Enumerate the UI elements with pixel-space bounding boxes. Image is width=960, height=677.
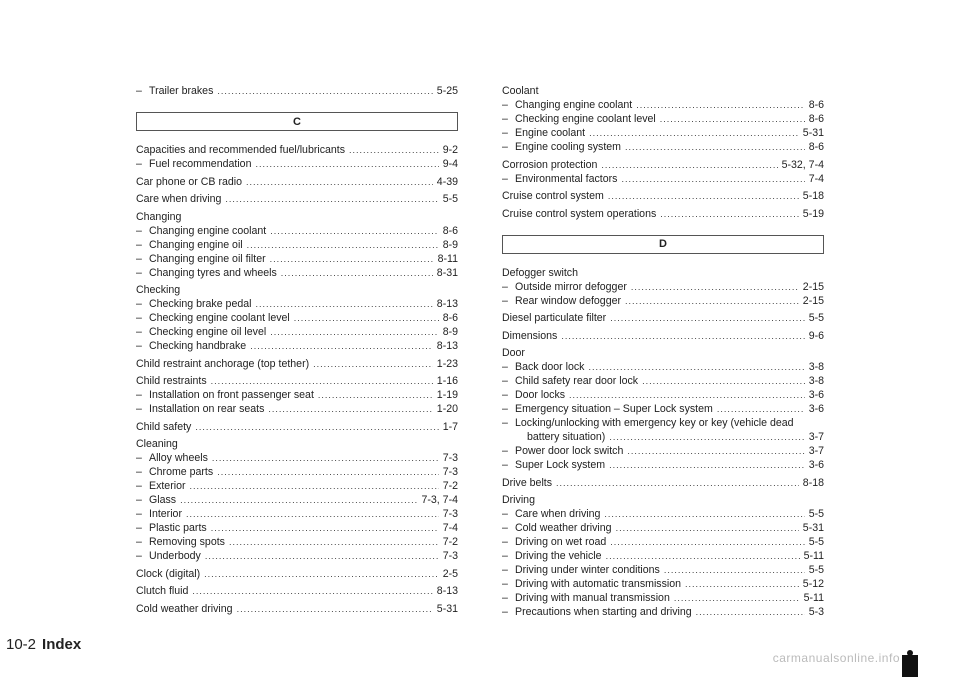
dash: –: [502, 536, 508, 548]
dash: –: [136, 452, 142, 464]
index-subentry: [136, 238, 458, 252]
page-reference: 7-3: [442, 452, 458, 464]
corner-mark-icon: [902, 655, 918, 677]
page-reference: 5-11: [803, 592, 824, 604]
page-reference: 8-6: [808, 141, 824, 153]
dot-leader: [217, 84, 432, 98]
page-reference: 1-23: [436, 357, 458, 370]
dot-leader: [318, 388, 433, 402]
page-reference: 7-3: [442, 550, 458, 562]
dash: –: [136, 550, 142, 562]
dot-leader: [212, 451, 439, 465]
index-entry: [502, 476, 824, 490]
page-reference: 7-2: [442, 536, 458, 548]
dot-leader: [270, 224, 438, 238]
index-heading: [502, 84, 824, 98]
dash: –: [136, 238, 142, 251]
index-subentry: [502, 280, 824, 294]
index-entry-text: Removing spots: [149, 536, 225, 548]
index-subentry: [136, 451, 458, 465]
dot-leader: [237, 602, 433, 616]
index-entry: [136, 420, 458, 434]
index-entry-text: Alloy wheels: [149, 452, 208, 464]
index-entry-text: Changing engine coolant: [149, 224, 267, 237]
page-reference: 5-32, 7-4: [781, 158, 824, 171]
page-reference: 8-13: [436, 585, 458, 597]
dot-leader: [204, 567, 439, 581]
dot-leader: [674, 591, 800, 605]
index-subentry: [136, 402, 458, 416]
dash: –: [136, 85, 142, 97]
page-reference: 5-31: [802, 522, 824, 534]
dot-leader: [616, 521, 799, 535]
page-reference: 9-6: [808, 329, 824, 342]
page-reference: 5-18: [802, 190, 824, 202]
page-reference: 5-5: [808, 536, 824, 548]
dot-leader: [609, 458, 805, 472]
page-reference: 3-7: [808, 445, 824, 457]
dot-leader: [625, 294, 799, 308]
dash: –: [136, 389, 142, 401]
index-entry-text: Interior: [149, 508, 182, 520]
dash: –: [136, 158, 142, 170]
index-entry: [502, 329, 824, 343]
dot-leader: [556, 476, 799, 490]
index-subentry: [502, 535, 824, 549]
index-subentry: [136, 388, 458, 402]
page-reference: 5-5: [442, 193, 458, 205]
index-subentry: [136, 157, 458, 171]
dash: –: [502, 606, 508, 618]
index-entry-text: Changing engine oil: [149, 238, 243, 251]
index-entry-text: Changing tyres and wheels: [149, 266, 277, 279]
section-letter-d: D: [502, 235, 824, 254]
index-subentry: [502, 430, 824, 444]
index-entry-text: battery situation): [527, 431, 606, 443]
index-entry-text: Plastic parts: [149, 522, 207, 534]
index-entry: [136, 584, 458, 598]
index-entry-text: Driving under winter conditions: [515, 564, 660, 576]
dot-leader: [192, 584, 432, 598]
page-reference: 8-6: [442, 312, 458, 324]
page-reference: 3-6: [808, 403, 824, 415]
index-entry-text: Installation on front passenger seat: [149, 389, 314, 401]
dash: –: [136, 508, 142, 520]
dash: –: [502, 113, 508, 125]
index-entry-text: Capacities and recommended fuel/lubricants: [136, 144, 346, 156]
dash: –: [136, 403, 142, 415]
index-subentry: [502, 605, 824, 619]
page-reference: 3-8: [808, 375, 824, 387]
index-entry-text: Care when driving: [515, 508, 601, 520]
index-entry-text: Driving with automatic transmission: [515, 578, 682, 590]
dot-leader: [601, 158, 777, 172]
dash: –: [136, 298, 142, 310]
dot-leader: [608, 189, 799, 203]
page-reference: 3-7: [808, 431, 824, 443]
dash: –: [136, 340, 142, 352]
page-reference: 5-5: [808, 508, 824, 520]
page-reference: 5-19: [802, 207, 824, 220]
page-reference: 7-3, 7-4: [421, 494, 458, 506]
index-subentry: [502, 374, 824, 388]
page-title: Index: [42, 636, 82, 653]
index-subentry: [502, 444, 824, 458]
page-reference: 2-15: [802, 280, 824, 293]
index-entry: [136, 602, 458, 616]
dot-leader: [561, 329, 804, 343]
index-heading-text: Cleaning: [136, 438, 178, 450]
index-subentry: [502, 360, 824, 374]
index-entry-text: Car phone or CB radio: [136, 175, 242, 188]
index-entry-text: Clutch fluid: [136, 585, 189, 597]
index-subentry: [136, 311, 458, 325]
index-entry: [136, 374, 458, 388]
dash: –: [136, 480, 142, 492]
dot-leader: [625, 140, 805, 154]
index-entry-text: Drive belts: [502, 476, 553, 489]
dot-leader: [627, 444, 804, 458]
index-subentry: [502, 416, 824, 430]
dash: –: [136, 266, 142, 279]
page-reference: 8-31: [436, 266, 458, 279]
dot-leader: [604, 507, 804, 521]
page-reference: 8-13: [436, 298, 458, 310]
dot-leader: [268, 402, 432, 416]
page-reference: 8-6: [808, 113, 824, 125]
index-entry-text: Checking engine coolant level: [149, 312, 290, 324]
dash: –: [502, 592, 508, 604]
dash: –: [502, 99, 508, 111]
dot-leader: [696, 605, 805, 619]
page-reference: 4-39: [436, 175, 458, 188]
dot-leader: [270, 252, 434, 266]
index-subentry: [502, 507, 824, 521]
index-entry-text: Cold weather driving: [515, 522, 612, 534]
index-entry-text: Trailer brakes: [149, 85, 214, 97]
index-entry-text: Rear window defogger: [515, 294, 621, 307]
index-heading-text: Defogger switch: [502, 266, 578, 279]
index-subentry: [136, 535, 458, 549]
index-entry-text: Child restraints: [136, 375, 207, 387]
index-entry-text: Installation on rear seats: [149, 403, 265, 415]
dot-leader: [589, 126, 799, 140]
page-reference: 9-4: [442, 158, 458, 170]
index-entry-text: Glass: [149, 494, 177, 506]
index-subentry: [136, 224, 458, 238]
index-entry-text: Corrosion protection: [502, 158, 598, 171]
page-reference: 5-5: [808, 564, 824, 576]
index-column-right: [502, 84, 824, 619]
dot-leader: [255, 157, 438, 171]
dot-leader: [270, 325, 438, 339]
dot-leader: [609, 430, 804, 444]
dot-leader: [250, 339, 433, 353]
dot-leader: [211, 374, 433, 388]
index-entry-text: Clock (digital): [136, 567, 201, 580]
page-reference: 5-11: [803, 550, 824, 562]
index-entry-text: Child restraint anchorage (top tether): [136, 357, 310, 370]
index-entry-text: Child safety rear door lock: [515, 375, 639, 387]
dash: –: [136, 522, 142, 534]
dot-leader: [588, 360, 804, 374]
page-reference: 1-16: [436, 375, 458, 387]
index-entry: [136, 143, 458, 157]
dot-leader: [606, 549, 800, 563]
page-reference: 2-5: [442, 567, 458, 580]
index-entry: [502, 311, 824, 325]
page-reference: 3-6: [808, 389, 824, 401]
index-entry-text: Engine cooling system: [515, 141, 621, 153]
page-reference: 1-7: [442, 420, 458, 433]
index-entry-text: Cold weather driving: [136, 602, 233, 615]
index-subentry: [502, 98, 824, 112]
index-entry-text: Precautions when starting and driving: [515, 606, 692, 618]
dash: –: [136, 494, 142, 506]
page-reference: 7-2: [442, 480, 458, 492]
dash: –: [136, 466, 142, 478]
index-heading: [502, 346, 824, 360]
index-heading: [502, 493, 824, 507]
page-reference: 7-4: [442, 522, 458, 534]
dash: –: [502, 141, 508, 153]
dash: –: [502, 127, 508, 139]
dot-leader: [610, 311, 804, 325]
page-reference: 3-8: [808, 361, 824, 373]
index-entry-text: Driving on wet road: [515, 536, 607, 548]
dot-leader: [685, 577, 799, 591]
dot-leader: [569, 388, 805, 402]
page-reference: 9-2: [442, 144, 458, 156]
dot-leader: [294, 311, 439, 325]
page-reference: 8-6: [442, 224, 458, 237]
watermark: carmanualsonline.info: [772, 651, 900, 665]
dash: –: [502, 578, 508, 590]
page-reference: 8-9: [442, 238, 458, 251]
index-heading-text: Coolant: [502, 85, 539, 97]
index-entry-text: Exterior: [149, 480, 186, 492]
dot-leader: [190, 479, 439, 493]
index-subentry: [136, 521, 458, 535]
dot-leader: [717, 402, 805, 416]
index-subentry: [136, 507, 458, 521]
dash: –: [502, 459, 508, 471]
index-subentry: [136, 325, 458, 339]
index-heading-text: Driving: [502, 494, 535, 506]
dash: –: [502, 172, 508, 185]
dot-leader: [195, 420, 438, 434]
dot-leader: [225, 192, 438, 206]
index-entry-text: Cruise control system operations: [502, 207, 657, 220]
dot-leader: [205, 549, 439, 563]
index-subentry: [136, 493, 458, 507]
dot-leader: [217, 465, 439, 479]
index-entry-text: Back door lock: [515, 361, 585, 373]
page-reference: 7-4: [808, 172, 824, 185]
index-entry-text: Changing engine oil filter: [149, 252, 266, 265]
dot-leader: [229, 535, 439, 549]
page-reference: 5-12: [802, 578, 824, 590]
page-reference: 1-20: [436, 403, 458, 415]
page-reference: 8-11: [437, 252, 458, 265]
page-reference: 8-9: [442, 326, 458, 338]
page-reference: 3-6: [808, 459, 824, 471]
page-reference: 2-15: [802, 294, 824, 307]
index-subentry: [502, 388, 824, 402]
index-subentry: [502, 577, 824, 591]
dash: –: [136, 326, 142, 338]
dot-leader: [349, 143, 439, 157]
index-subentry: [136, 266, 458, 280]
page-reference: 5-31: [802, 127, 824, 139]
dot-leader: [660, 207, 799, 221]
index-heading: [136, 283, 458, 297]
dash: –: [502, 280, 508, 293]
index-heading: [136, 437, 458, 451]
dash: –: [502, 564, 508, 576]
index-entry-text: Power door lock switch: [515, 445, 624, 457]
section-letter-c: C: [136, 112, 458, 131]
dot-leader: [313, 357, 433, 371]
page-reference: 5-5: [808, 312, 824, 324]
index-subentry: [502, 563, 824, 577]
page-reference: 7-3: [442, 508, 458, 520]
index-entry-text: Engine coolant: [515, 127, 586, 139]
index-entry-text: Dimensions: [502, 329, 558, 342]
index-entry-text: Driving with manual transmission: [515, 592, 670, 604]
index-entry: [502, 189, 824, 203]
page-reference: 7-3: [442, 466, 458, 478]
dash: –: [502, 294, 508, 307]
dash: –: [502, 417, 508, 429]
index-entry: [136, 175, 458, 189]
dash: –: [502, 445, 508, 457]
page-reference: 8-13: [436, 340, 458, 352]
index-heading: [136, 210, 458, 224]
index-heading-text: Changing: [136, 210, 182, 223]
dot-leader: [186, 507, 439, 521]
index-entry-text: Checking engine oil level: [149, 326, 267, 338]
dash: –: [502, 403, 508, 415]
index-subentry: [136, 339, 458, 353]
dash: –: [136, 312, 142, 324]
index-subentry: [136, 252, 458, 266]
index-entry-text: Changing engine coolant: [515, 99, 633, 111]
index-subentry: [502, 402, 824, 416]
index-entry-text: Super Lock system: [515, 459, 606, 471]
dot-leader: [180, 493, 417, 507]
index-entry: [502, 207, 824, 221]
dash: –: [502, 361, 508, 373]
page-reference: 8-6: [808, 99, 824, 111]
dot-leader: [621, 172, 804, 186]
index-subentry: [502, 521, 824, 535]
dot-leader: [660, 112, 805, 126]
dash: –: [502, 508, 508, 520]
index-entry-text: Driving the vehicle: [515, 550, 602, 562]
dash: –: [136, 224, 142, 237]
index-entry-text: Care when driving: [136, 193, 222, 205]
index-subentry: [136, 549, 458, 563]
index-entry-text: Chrome parts: [149, 466, 214, 478]
page-reference: 5-25: [436, 85, 458, 97]
dash: –: [502, 389, 508, 401]
index-subentry: [136, 297, 458, 311]
index-column-left: [136, 84, 458, 616]
index-subentry: [502, 591, 824, 605]
dash: –: [136, 536, 142, 548]
dot-leader: [642, 374, 805, 388]
dash: –: [502, 522, 508, 534]
index-subentry: [502, 112, 824, 126]
dot-leader: [636, 98, 804, 112]
index-entry-text: Locking/unlocking with emergency key or key (vehicle dead: [515, 417, 794, 429]
index-entry-text: Underbody: [149, 550, 201, 562]
index-entry-text: Checking handbrake: [149, 340, 247, 352]
index-subentry: [502, 126, 824, 140]
dash: –: [136, 252, 142, 265]
dot-leader: [610, 535, 804, 549]
index-subentry: [136, 84, 458, 98]
index-heading: [502, 266, 824, 280]
index-entry-text: Checking engine coolant level: [515, 113, 656, 125]
dot-leader: [247, 238, 439, 252]
index-entry: [136, 357, 458, 371]
index-entry-text: Environmental factors: [515, 172, 618, 185]
index-subentry: [502, 458, 824, 472]
page-reference: 1-19: [436, 389, 458, 401]
index-entry-text: Emergency situation – Super Lock system: [515, 403, 713, 415]
index-heading-text: Checking: [136, 284, 181, 296]
index-subentry: [136, 465, 458, 479]
page-reference: 5-31: [436, 602, 458, 615]
index-entry-text: Door locks: [515, 389, 566, 401]
dot-leader: [246, 175, 433, 189]
page-reference: 5-3: [808, 606, 824, 618]
index-entry: [136, 192, 458, 206]
page-number: 10-2: [6, 636, 37, 653]
dash: –: [502, 375, 508, 387]
dot-leader: [664, 563, 805, 577]
page-reference: 8-18: [802, 476, 824, 489]
dot-leader: [255, 297, 432, 311]
index-entry-text: Fuel recommendation: [149, 158, 252, 170]
index-entry-text: Diesel particulate filter: [502, 312, 607, 324]
index-entry: [136, 567, 458, 581]
index-entry: [502, 158, 824, 172]
dot-leader: [211, 521, 439, 535]
dot-leader: [281, 266, 433, 280]
dot-leader: [631, 280, 799, 294]
index-entry-text: Outside mirror defogger: [515, 280, 627, 293]
index-subentry: [502, 140, 824, 154]
index-entry-text: Child safety: [136, 420, 192, 433]
index-subentry: [502, 294, 824, 308]
index-subentry: [502, 172, 824, 186]
index-subentry: [502, 549, 824, 563]
index-subentry: [136, 479, 458, 493]
index-entry-text: Cruise control system: [502, 190, 604, 202]
page-footer: [6, 636, 81, 653]
dash: –: [502, 550, 508, 562]
index-entry-text: Checking brake pedal: [149, 298, 252, 310]
index-heading-text: Door: [502, 347, 525, 359]
